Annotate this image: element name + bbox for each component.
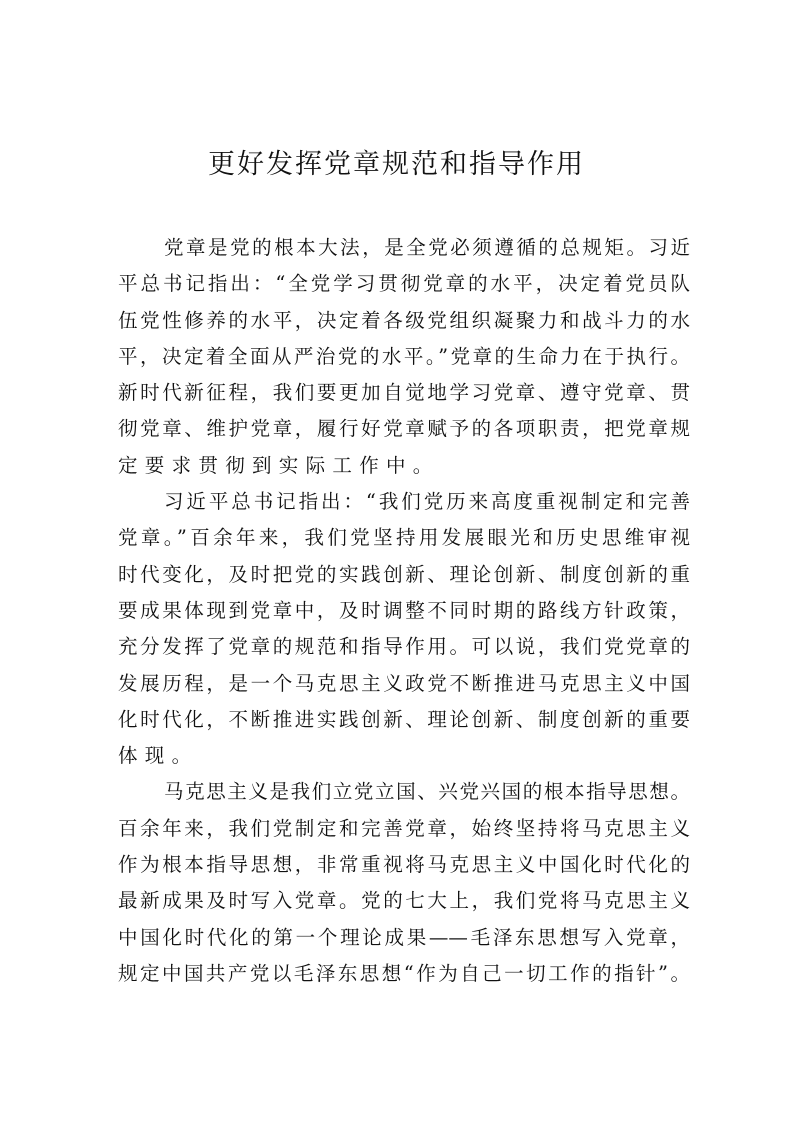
text-line: 充分发挥了党章的规范和指导作用。可以说，我们党党章的	[118, 635, 690, 659]
text-line: 百余年来，我们党制定和完善党章，始终坚持将马克思主义	[118, 816, 690, 840]
document-title: 更好发挥党章规范和指导作用	[208, 149, 585, 180]
text-line: 定要求贯彻到实际工作中。	[118, 453, 440, 477]
text-line: 平总书记指出：“全党学习贯彻党章的水平，决定着党员队	[118, 272, 690, 296]
paragraph	[118, 230, 690, 484]
text-line: 马克思主义是我们立党立国、兴党兴国的根本指导思想。	[164, 780, 690, 804]
text-line: 习近平总书记指出：“我们党历来高度重视制定和完善	[164, 490, 690, 514]
text-line: 彻党章、维护党章，履行好党章赋予的各项职责，把党章规	[118, 417, 690, 441]
text-line: 规定中国共产党以毛泽东思想“作为自己一切工作的指针”。	[118, 961, 690, 985]
text-line: 体现。	[118, 744, 199, 768]
text-line: 发展历程，是一个马克思主义政党不断推进马克思主义中国	[118, 671, 690, 695]
text-line: 作为根本指导思想，非常重视将马克思主义中国化时代化的	[118, 853, 690, 877]
paragraph	[118, 774, 690, 992]
text-line: 要成果体现到党章中，及时调整不同时期的路线方针政策，	[118, 598, 690, 622]
document-body	[118, 230, 690, 992]
text-line: 党章是党的根本大法，是全党必须遵循的总规矩。习近	[164, 236, 690, 259]
text-line: 最新成果及时写入党章。党的七大上，我们党将马克思主义	[118, 889, 690, 913]
text-line: 新时代新征程，我们要更加自觉地学习党章、遵守党章、贯	[118, 381, 690, 405]
text-line: 平，决定着全面从严治党的水平。”党章的生命力在于执行。	[118, 344, 690, 368]
text-line: 化时代化，不断推进实践创新、理论创新、制度创新的重要	[118, 707, 690, 731]
paragraph	[118, 484, 690, 774]
text-line: 党章。”百余年来，我们党坚持用发展眼光和历史思维审视	[118, 526, 690, 550]
text-line: 中国化时代化的第一个理论成果——毛泽东思想写入党章，	[118, 925, 690, 949]
text-line: 伍党性修养的水平，决定着各级党组织凝聚力和战斗力的水	[118, 308, 690, 332]
text-line: 时代变化，及时把党的实践创新、理论创新、制度创新的重	[118, 562, 690, 586]
